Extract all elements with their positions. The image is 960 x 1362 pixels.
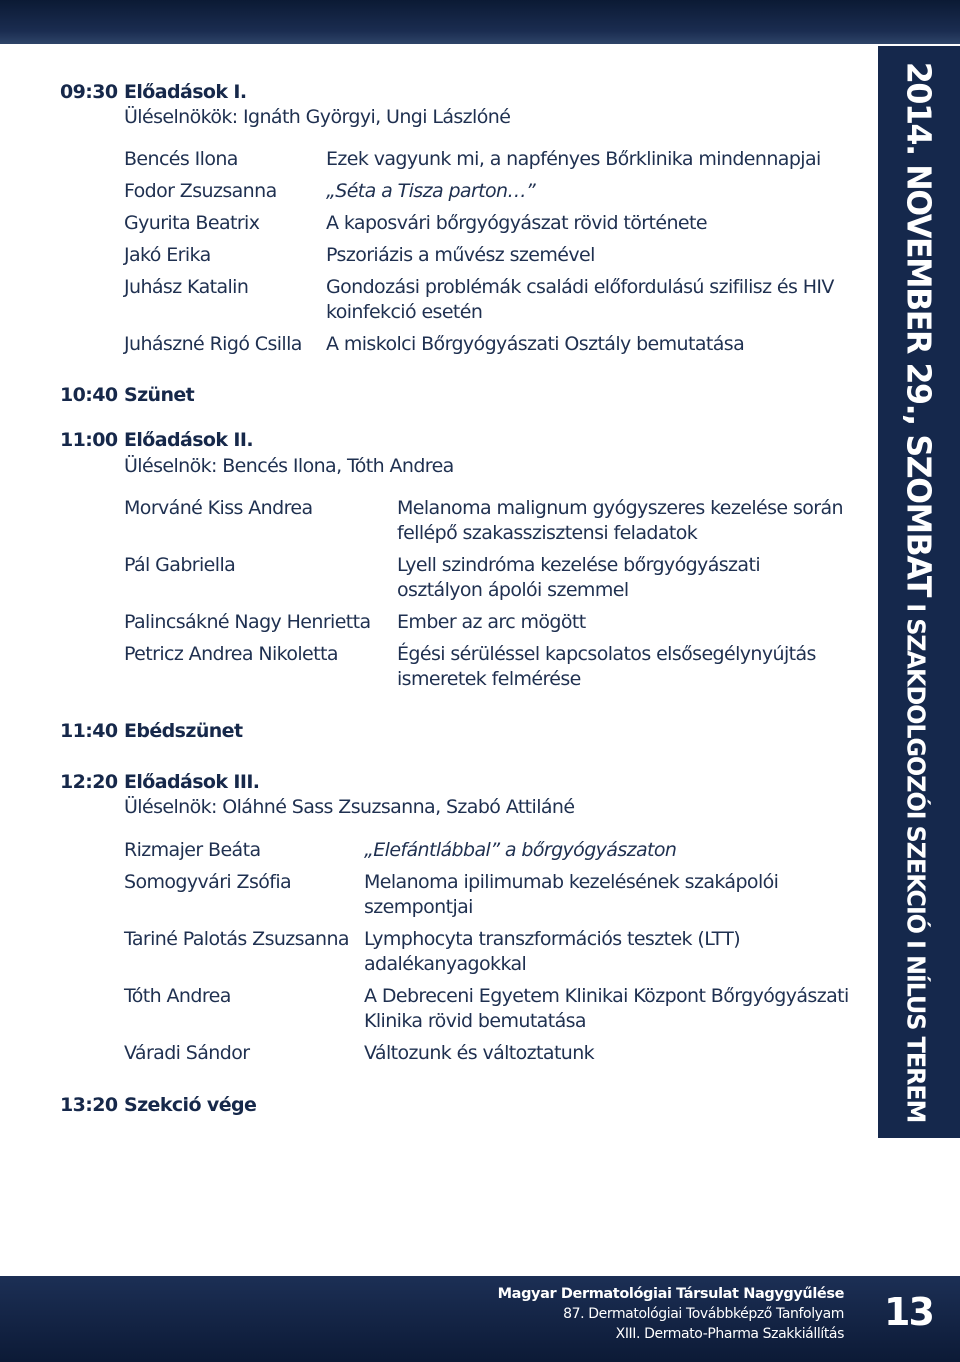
session-title: Előadások I.: [124, 81, 247, 103]
session-chairs: Üléselnök: Oláhné Sass Zsuzsanna, Szabó Attiláné: [124, 796, 575, 818]
talk-title-cont: adalékanyagokkal: [364, 953, 527, 975]
talk-title: Ezek vagyunk mi, a napfényes Bőrklinika mindennapjai: [326, 148, 821, 170]
footer-event-info: [498, 1284, 844, 1344]
footer-line-3: XIII. Dermato-Pharma Szakkiállítás: [615, 1326, 844, 1342]
speaker: Petricz Andrea Nikoletta: [124, 643, 338, 665]
sidebar-label: [900, 62, 939, 1122]
session-time: 13:20: [60, 1094, 118, 1116]
talk-title: „Elefántlábbal” a bőrgyógyászaton: [364, 839, 677, 861]
speaker: Morváné Kiss Andrea: [124, 497, 313, 519]
footer-bar: [0, 1276, 960, 1362]
talk-title: A Debreceni Egyetem Klinikai Központ Bőrgyógyászati: [364, 985, 849, 1007]
talk-title: Gondozási problémák családi előfordulású szifilisz és HIV: [326, 276, 834, 298]
talk-title-cont: fellépő szakasszisztensi feladatok: [397, 522, 698, 544]
talk-title-cont: szempontjai: [364, 896, 473, 918]
date-sidebar: [878, 46, 960, 1138]
talk-title: Ember az arc mögött: [397, 611, 586, 633]
talk-title-cont: koinfekció esetén: [326, 301, 483, 323]
sidebar-section: I SZAKDOLGOZÓI SZEKCIÓ I NÍLUS TEREM: [901, 596, 931, 1123]
speaker: Rizmajer Beáta: [124, 839, 261, 861]
talk-title: Lyell szindróma kezelése bőrgyógyászati: [397, 554, 760, 576]
session-title: Szekció vége: [124, 1094, 257, 1116]
speaker: Bencés Ilona: [124, 148, 238, 170]
speaker: Somogyvári Zsófia: [124, 871, 292, 893]
session-time: 11:00: [60, 429, 118, 451]
talk-title: A miskolci Bőrgyógyászati Osztály bemutatása: [326, 333, 745, 355]
speaker: Juhász Katalin: [124, 276, 249, 298]
speaker: Juhászné Rigó Csilla: [124, 333, 302, 355]
talk-title: Égési sérüléssel kapcsolatos elsősegélynyújtás: [397, 643, 816, 665]
talk-title: Pszoriázis a művész szemével: [326, 244, 595, 266]
speaker: Palincsákné Nagy Henrietta: [124, 611, 371, 633]
talk-title: Lymphocyta transzformációs tesztek (LTT): [364, 928, 741, 950]
session-time: 11:40: [60, 720, 118, 742]
header-bar: [0, 0, 960, 44]
speaker: Jakó Erika: [124, 244, 211, 266]
talk-title-cont: osztályon ápolói szemmel: [397, 579, 629, 601]
talk-title: Melanoma malignum gyógyszeres kezelése során: [397, 497, 843, 519]
talk-title: A kaposvári bőrgyógyászat rövid története: [326, 212, 707, 234]
speaker: Pál Gabriella: [124, 554, 236, 576]
talk-title-cont: ismeretek felmérése: [397, 668, 581, 690]
session-title: Előadások II.: [124, 429, 253, 451]
speaker: Váradi Sándor: [124, 1042, 250, 1064]
session-chairs: Üléselnök: Bencés Ilona, Tóth Andrea: [124, 455, 454, 477]
talk-title: „Séta a Tisza parton…”: [326, 180, 536, 202]
session-title: Ebédszünet: [124, 720, 243, 742]
speaker: Tóth Andrea: [124, 985, 231, 1007]
session-time: 12:20: [60, 771, 118, 793]
session-time: 09:30: [60, 81, 118, 103]
session-title: Szünet: [124, 384, 195, 406]
talk-title-cont: Klinika rövid bemutatása: [364, 1010, 586, 1032]
session-chairs: Üléselnökök: Ignáth Györgyi, Ungi Lászlóné: [124, 106, 511, 128]
speaker: Fodor Zsuzsanna: [124, 180, 277, 202]
sidebar-date: 2014. NOVEMBER 29., SZOMBAT: [899, 61, 939, 597]
talk-title: Változunk és változtatunk: [364, 1042, 595, 1064]
footer-line-2: 87. Dermatológiai Továbbképző Tanfolyam: [563, 1306, 844, 1322]
page-number: 13: [884, 1290, 933, 1334]
speaker: Gyurita Beatrix: [124, 212, 260, 234]
talk-title: Melanoma ipilimumab kezelésének szakápolói: [364, 871, 779, 893]
session-title: Előadások III.: [124, 771, 260, 793]
session-time: 10:40: [60, 384, 118, 406]
footer-line-1: Magyar Dermatológiai Társulat Nagygyűlése: [497, 1286, 844, 1302]
speaker: Tariné Palotás Zsuzsanna: [124, 928, 349, 950]
